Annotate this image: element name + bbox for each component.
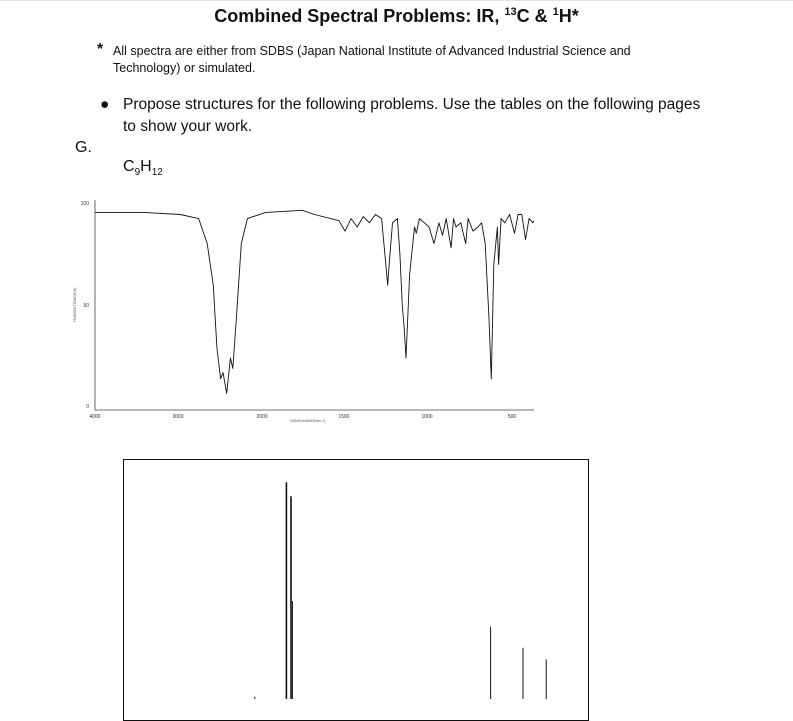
ir-x-tick-1000: 1000 <box>421 414 433 420</box>
ir-x-tick-4000: 4000 <box>89 414 101 420</box>
formula-carbon-count: 9 <box>134 167 141 179</box>
title-text-suffix: H* <box>558 6 579 26</box>
source-note-text: All spectra are either from SDBS (Japan National Institute of Advanced Industrial Science and Technology) or simulated. <box>113 44 631 75</box>
ir-x-axis-label: WAVENUMBER(cm-1) <box>290 419 326 423</box>
ir-x-tick-500: 500 <box>507 414 517 420</box>
instruction-text: Propose structures for the following problems. Use the tables on the following pages to show your work. <box>123 96 701 135</box>
formula-hydrogen-count: 12 <box>151 167 163 179</box>
ir-x-tick-3000: 3000 <box>172 414 184 420</box>
formula-hydrogen: H <box>140 158 152 175</box>
ir-x-tick-1500: 1500 <box>338 414 350 420</box>
ir-y-tick-0: 0 <box>86 404 89 410</box>
formula-carbon: C <box>123 158 135 175</box>
ir-y-axis-label: TRANSMITTANCE(%) <box>73 287 77 323</box>
bullet-icon: ● <box>100 96 110 113</box>
problem-label: G. <box>75 139 92 156</box>
ir-y-tick-100: 100 <box>80 201 89 207</box>
title-superscript-13: 13 <box>504 6 517 18</box>
title-superscript-1: 1 <box>552 6 559 18</box>
ir-x-tick-2000: 2000 <box>256 414 268 420</box>
asterisk-marker: * <box>97 41 104 58</box>
title-text-prefix: Combined Spectral Problems: IR, <box>214 6 505 26</box>
ir-y-tick-50: 50 <box>83 303 89 309</box>
title-text-middle: C & <box>516 6 553 26</box>
